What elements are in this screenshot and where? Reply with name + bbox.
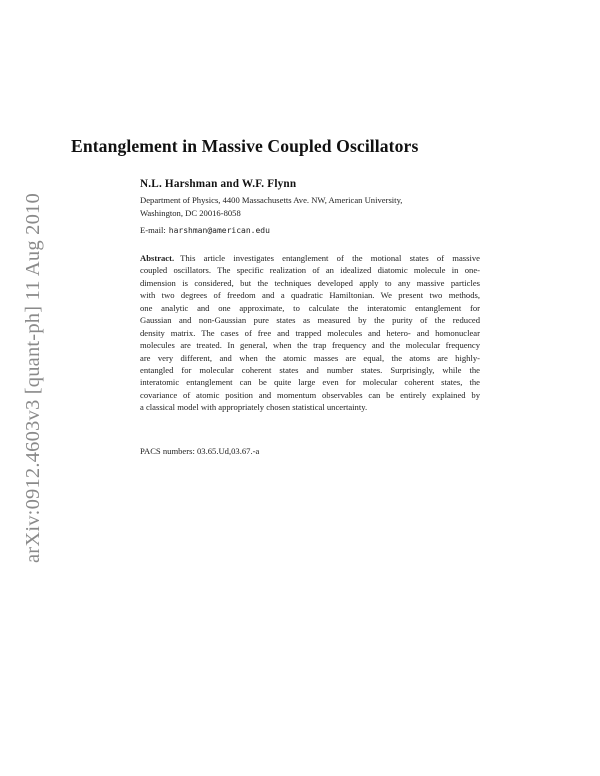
abstract-line: with two degrees of freedom and a quadratic Hamiltonian. We present two methods, [140,290,480,301]
arxiv-identifier: arXiv:0912.4603v3 [quant-ph] 11 Aug 2010 [22,193,44,563]
email-address[interactable]: harshman@american.edu [168,226,270,235]
paper-authors: N.L. Harshman and W.F. Flynn [140,178,297,190]
abstract-heading: Abstract. [140,253,175,263]
abstract-line: one analytic and one approximate, to calculate the interatomic entanglement for [140,302,480,313]
author-email [140,225,270,235]
abstract [140,252,480,414]
paper-title: Entanglement in Massive Coupled Oscillators [71,136,419,156]
abstract-line: entangled for molecular coherent states and number states. Surprisingly, while the [140,364,480,375]
abstract-line: dimension is considered, but the techniques developed apply to any massive particles [140,277,480,288]
abstract-line: interatomic entanglement can be quite large even for molecular coherent states, the [140,377,480,388]
affiliation-line: Washington, DC 20016-8058 [140,207,241,218]
abstract-line: a classical model with appropriately chosen statistical uncertainty. [140,402,368,413]
author-affiliation [140,194,480,219]
affiliation-line: Department of Physics, 4400 Massachusetts Ave. NW, American University, [140,195,403,205]
abstract-line: molecules are treated. In general, when the trap frequency and the molecular frequency [140,340,480,351]
abstract-line: density matrix. The cases of free and trapped molecules and hetero- and homonuclear [140,327,480,338]
pacs-numbers: PACS numbers: 03.65.Ud,03.67.-a [140,446,260,456]
abstract-line: covariance of atomic position and momentum observables can be entirely explained by [140,389,480,400]
abstract-line: coupled oscillators. The specific realization of an idealized diatomic molecule in one- [140,265,480,276]
abstract-line-text: This article investigates entanglement of the motional states of massive [180,253,480,263]
abstract-line: are very different, and when the atomic masses are equal, the atoms are highly- [140,352,480,363]
email-label: E-mail: [140,225,166,235]
abstract-line [140,252,480,264]
abstract-line: Gaussian and non-Gaussian pure states as measured by the purity of the reduced [140,315,480,326]
